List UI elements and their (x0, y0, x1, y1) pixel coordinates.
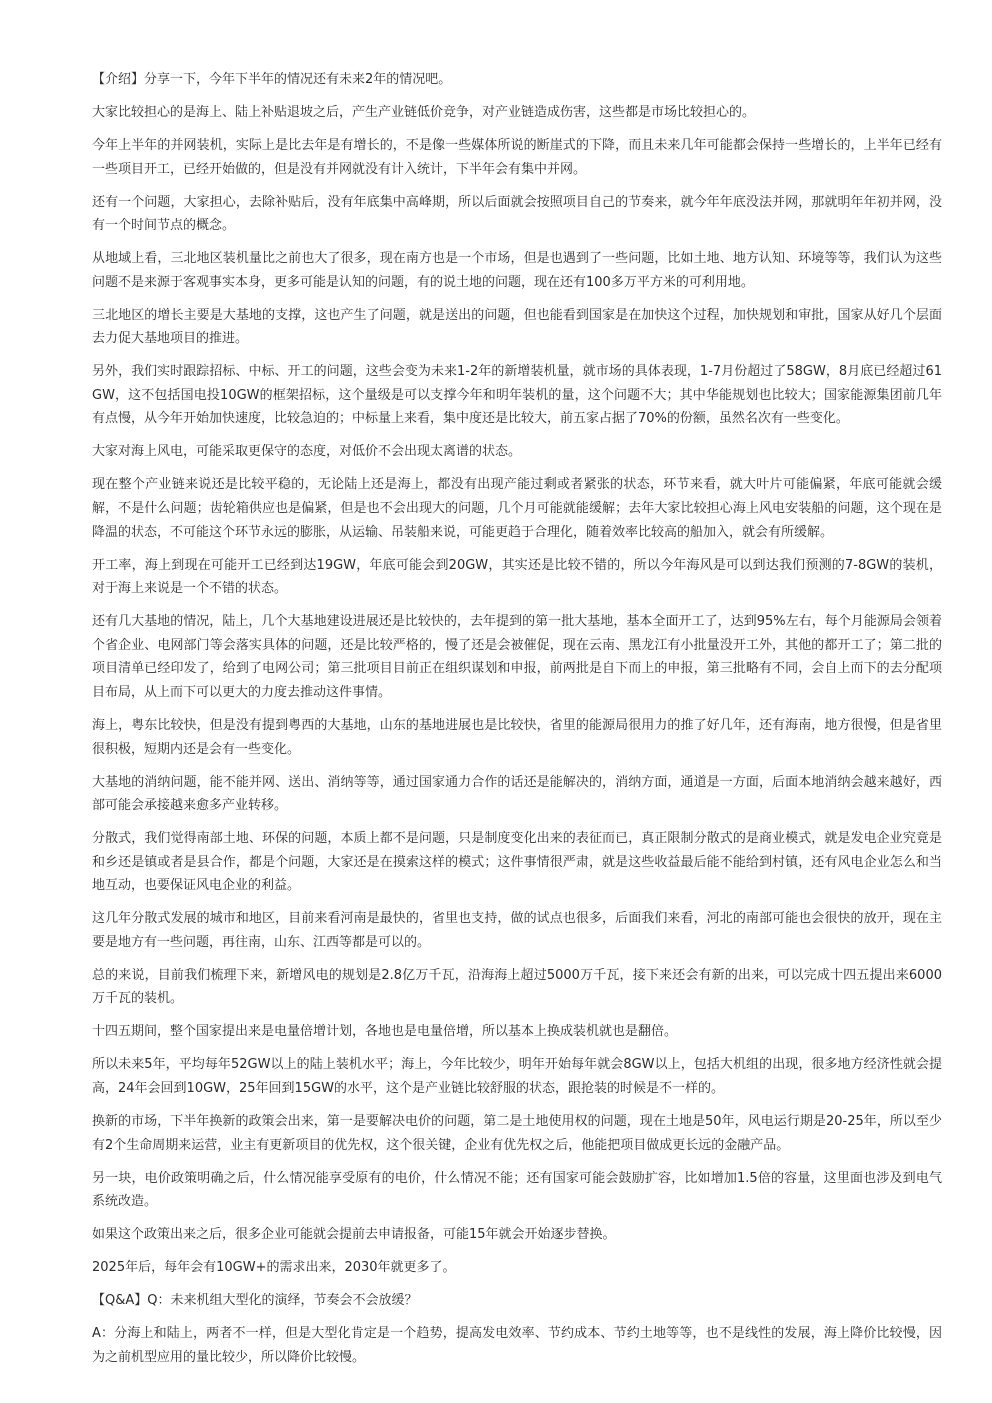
paragraph-qa-question: 【Q&A】Q：未来机组大型化的演绎，节奏会不会放缓？ (92, 1293, 418, 1309)
paragraph: 大家比较担心的是海上、陆上补贴退坡之后，产生产业链低价竞争，对产业链造成伤害，这些都是市场比较担心的。 (92, 104, 756, 120)
paragraph: 今年上半年的并网装机，实际上是比去年是有增长的，不是像一些媒体所说的断崖式的下降，而且未来几年可能都会保持一些增长的，上半年已经有一些项目开工，已经开始做的，但是没有并网就没有计入统计，下半年会有集中并网。 (92, 137, 942, 177)
paragraph: 现在整个产业链来说还是比较平稳的，无论陆上还是海上，都没有出现产能过剩或者紧张的状态，环节来看，就大叶片可能偏紧，年底可能就会缓解，不是什么问题；齿轮箱供应也是偏紧，但是也不会出现大的问题，几个月可能就能缓解；去年大家比较担心海上风电安装船的问题，这个现在是降温的状态，不可能这个环节永远的膨胀，从运输、吊装船来说，可能更趋于合理化，随着效率比较高的船加入，就会有所缓解。 (92, 477, 942, 540)
paragraph: 开工率，海上到现在可能开工已经到达19GW，年底可能会到20GW，其实还是比较不错的，所以今年海风是可以到达我们预测的7-8GW的装机，对于海上来说是一个不错的状态。 (92, 557, 942, 597)
paragraph: 分散式，我们觉得南部土地、环保的问题，本质上都不是问题，只是制度变化出来的表征而已，真正限制分散式的是商业模式，就是发电企业究竟是和乡还是镇或者是县合作，都是个问题，大家还是在摸索这样的模式；这件事情很严肃，就是这些收益最后能不能给到村镇，还有风电企业怎么和当地互动，也要保证风电企业的利益。 (92, 831, 942, 894)
paragraph: 大基地的消纳问题，能不能并网、送出、消纳等等，通过国家通力合作的话还是能解决的，消纳方面，通道是一方面，后面本地消纳会越来越好，西部可能会承接越来愈多产业转移。 (92, 774, 942, 814)
paragraph-qa-answer: A：分海上和陆上，两者不一样，但是大型化肯定是一个趋势，提高发电效率、节约成本、节约土地等等，也不是线性的发展，海上降价比较慢，因为之前机型应用的量比较少，所以降价比较慢。 (92, 1326, 942, 1365)
paragraph: 大家对海上风电，可能采取更保守的态度，对低价不会出现太离谱的状态。 (92, 444, 522, 460)
paragraph: 换新的市场，下半年换新的政策会出来，第一是要解决电价的问题，第二是土地使用权的问题，现在土地是50年，风电运行期是20-25年，所以至少有2个生命周期来运营，业主有更新项目的优先权，这个很关键，企业有优先权之后，他能把项目做成更长远的金融产品。 (92, 1114, 942, 1153)
paragraph: 十四五期间，整个国家提出来是电量倍增计划，各地也是电量倍增，所以基本上换成装机就也是翻倍。 (92, 1024, 678, 1040)
paragraph: 从地域上看，三北地区装机量比之前也大了很多，现在南方也是一个市场，但是也遇到了一些问题，比如土地、地方认知、环境等等，我们认为这些问题不是来源于客观事实本身，更多可能是认知的问题，有的说土地的问题，现在还有100多万平方米的可利用地。 (92, 251, 942, 290)
paragraph: 三北地区的增长主要是大基地的支撑，这也产生了问题，就是送出的问题，但也能看到国家是在加快这个过程，加快规划和审批，国家从好几个层面去力促大基地项目的推进。 (92, 307, 942, 347)
paragraph: 海上，粤东比较快，但是没有提到粤西的大基地，山东的基地进展也是比较快，省里的能源局很用力的推了好几年，还有海南，地方很慢，但是省里很积极，短期内还是会有一些变化。 (92, 717, 942, 757)
paragraph: 还有几大基地的情况，陆上，几个大基地建设进展还是比较快的，去年提到的第一批大基地，基本全面开工了，达到95%左右，每个月能源局会领着个省企业、电网部门等会落实具体的问题，还是比较严格的，慢了还是会被催促，现在云南、黑龙江有小批量没开工外，其他的都开工了；第二批的项目清单已经印发了，给到了电网公司；第三批项目目前正在组织谋划和申报，前两批是自下而上的申报，第三批略有不同，会自上而下的去分配项目布局，从上而下可以更大的力度去推动这件事情。 (92, 614, 942, 700)
paragraph: 另外，我们实时跟踪招标、中标、开工的问题，这些会变为未来1-2年的新增装机量，就市场的具体表现，1-7月份超过了58GW，8月底已经超过61GW，这不包括国电投10GW的框架招标，这个量级是可以支撑今年和明年装机的量，这个问题不大；其中华能规划也比较大；国家能源集团前几年有点慢，从今年开始加快速度，比较急迫的；中标量上来看，集中度还是比较大，前五家占据了70%的份额，虽然名次有一些变化。 (92, 364, 942, 427)
paragraph: 总的来说，目前我们梳理下来，新增风电的规划是2.8亿万千瓦，沿海海上超过5000万千瓦，接下来还会有新的出来，可以完成十四五提出来6000万千瓦的装机。 (92, 967, 942, 1007)
paragraph: 另一块，电价政策明确之后，什么情况能享受原有的电价，什么情况不能；还有国家可能会鼓励扩容，比如增加1.5倍的容量，这里面也涉及到电气系统改造。 (92, 1170, 942, 1210)
paragraph-intro: 【介绍】分享一下，今年下半年的情况还有未来2年的情况吧。 (92, 72, 452, 87)
paragraph: 所以未来5年，平均每年52GW以上的陆上装机水平；海上，今年比较少，明年开始每年就会8GW以上，包括大机组的出现，很多地方经济性就会提高，24年会回到10GW，25年回到15GW的水平，这个是产业链比较舒服的状态，跟抢装的时候是不一样的。 (92, 1057, 942, 1097)
document-body (92, 68, 942, 1379)
paragraph: 这几年分散式发展的城市和地区，目前来看河南是最快的，省里也支持，做的试点也很多，后面我们来看，河北的南部可能也会很快的放开，现在主要是地方有一些问题，再往南，山东、江西等都是可以的。 (92, 911, 942, 950)
paragraph: 还有一个问题，大家担心，去除补贴后，没有年底集中高峰期，所以后面就会按照项目自己的节奏来，就今年年底没法并网，那就明年年初并网，没有一个时间节点的概念。 (92, 194, 942, 234)
paragraph: 2025年后，每年会有10GW+的需求出来，2030年就更多了。 (92, 1260, 456, 1276)
paragraph: 如果这个政策出来之后，很多企业可能就会提前去申请报备，可能15年就会开始逐步替换。 (92, 1227, 616, 1243)
